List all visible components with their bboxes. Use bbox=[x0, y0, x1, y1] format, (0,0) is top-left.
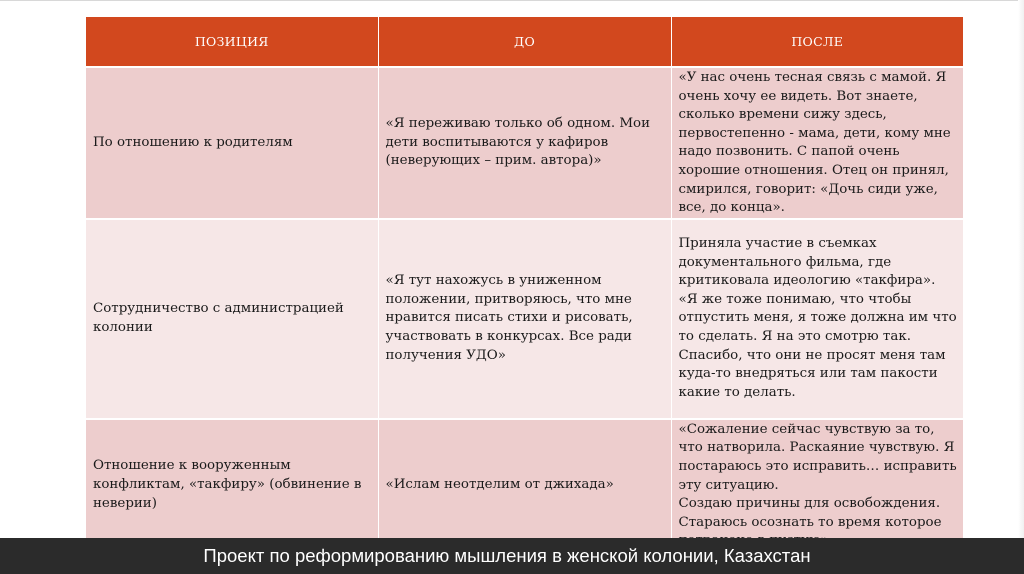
slide-edge-shadow bbox=[1018, 0, 1024, 574]
table-row bbox=[86, 419, 963, 552]
before-cell: «Я переживаю только об одном. Мои дети воспитываются у кафиров (неверующих – прим. автора)» bbox=[378, 67, 671, 219]
after-cell: «У нас очень тесная связь с мамой. Я очень хочу ее видеть. Вот знаете, сколько времени сижу здесь, первостепенно - мама, дети, кому мне надо позвонить. С папой очень хорошие отношения. Отец он принял, смирился, говорит: «Дочь сиди уже, все, до конца». bbox=[671, 67, 963, 219]
position-cell: Сотрудничество с администрацией колонии bbox=[86, 219, 378, 419]
before-cell: «Ислам неотделим от джихада» bbox=[378, 419, 671, 552]
comparison-table bbox=[86, 17, 963, 553]
position-cell: По отношению к родителям bbox=[86, 67, 378, 219]
slide-top-border bbox=[0, 0, 1024, 1]
after-cell: Приняла участие в съемках документального фильма, где критиковала идеологию «такфира». «Я же тоже понимаю, что чтобы отпустить меня, я тоже должна им что то сделать. Я на это смотрю так. Спасибо, что они не просят меня там куда-то внедряться или там пакости какие то делать. bbox=[671, 219, 963, 419]
header-after: ПОСЛЕ bbox=[671, 17, 963, 67]
table-header-row bbox=[86, 17, 963, 67]
before-cell: «Я тут нахожусь в униженном положении, притворяюсь, что мне нравится писать стихи и рисовать, участвовать в конкурсах. Все ради получения УДО» bbox=[378, 219, 671, 419]
header-position: ПОЗИЦИЯ bbox=[86, 17, 378, 67]
after-cell: «Сожаление сейчас чувствую за то, что натворила. Раскаяние чувствую. Я постараюсь это исправить… исправить эту ситуацию. Создаю причины для освобождения. Стараюсь осознать то время которое bbox=[671, 419, 963, 552]
header-before: ДО bbox=[378, 17, 671, 67]
footer-caption: Проект по реформированию мышления в женской колонии, Казахстан bbox=[203, 545, 811, 566]
position-cell: Отношение к вооруженным конфликтам, «такфиру» (обвинение в неверии) bbox=[86, 419, 378, 552]
table-row bbox=[86, 67, 963, 219]
table-row bbox=[86, 219, 963, 419]
footer-bar bbox=[0, 538, 1024, 574]
